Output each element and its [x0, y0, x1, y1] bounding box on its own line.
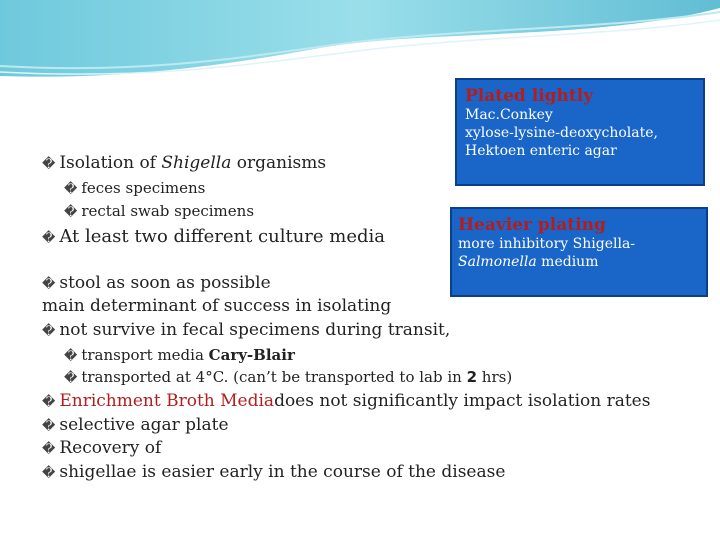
- not-survive-text: not survive in fecal specimens during transit,: [59, 320, 451, 340]
- plated-lightly-line: Mac.Conkey: [465, 107, 553, 123]
- isolation-suffix: organisms: [231, 153, 327, 173]
- cary-blair-text: Cary-Blair: [208, 346, 295, 364]
- bullet-glyph: �: [42, 395, 56, 410]
- selective-agar-text: selective agar plate: [59, 415, 229, 435]
- transported-suffix: hrs): [477, 368, 513, 386]
- bullet-glyph: �: [42, 231, 56, 246]
- header-wave-banner: [0, 0, 720, 90]
- shigella-text: Shigella: [161, 153, 232, 173]
- bullet-glyph: �: [42, 466, 56, 481]
- shigellae-text: shigellae is easier early in the course of the disease: [59, 462, 506, 482]
- bullet-glyph: �: [64, 371, 78, 386]
- stool-text: stool as soon as possible: [59, 273, 271, 293]
- medium-text: medium: [536, 254, 599, 270]
- plated-lightly-line: xylose-lysine-deoxycholate,: [465, 125, 658, 141]
- transported-prefix: transported at 4°C. (can’t be transported to lab in: [81, 368, 467, 386]
- salmonella-text: Salmonella: [458, 254, 537, 270]
- bullet-not-survive: [42, 320, 450, 340]
- bullet-recovery: [42, 438, 161, 458]
- sub-rectal-swab: [64, 202, 254, 220]
- enrichment-broth-text: Enrichment Broth Media: [59, 391, 275, 411]
- recovery-text: Recovery of: [59, 438, 162, 458]
- heavier-plating-title: Heavier plating: [458, 215, 606, 235]
- sub-feces: [64, 179, 205, 197]
- sub-transported: [64, 368, 512, 386]
- bullet-glyph: �: [64, 205, 78, 220]
- transport-media-prefix: transport media: [81, 346, 209, 364]
- hours-number: 2: [466, 368, 478, 386]
- isolation-prefix: Isolation of: [59, 153, 162, 173]
- heavier-plating-line1: [458, 235, 700, 253]
- bullet-glyph: �: [42, 157, 56, 172]
- culture-media-text: At least two different culture media: [59, 226, 386, 247]
- plated-lightly-box: [455, 78, 705, 186]
- bullet-glyph: �: [42, 442, 56, 457]
- plated-lightly-title: Plated lightly: [465, 86, 594, 106]
- feces-text: feces specimens: [81, 179, 206, 197]
- bullet-selective-agar: [42, 415, 229, 435]
- plated-lightly-line: Hektoen enteric agar: [465, 143, 617, 159]
- heavier-plating-line1-text: more inhibitory Shigella-: [458, 236, 636, 252]
- bullet-culture-media: [42, 226, 385, 247]
- heavier-plating-box: [450, 207, 708, 297]
- bullet-glyph: �: [64, 349, 78, 364]
- main-determinant-line: [42, 296, 391, 316]
- bullet-enrichment: [42, 391, 650, 411]
- bullet-shigellae: [42, 462, 505, 482]
- bullet-glyph: �: [42, 277, 56, 292]
- bullet-isolation: [42, 153, 326, 173]
- rectal-swab-text: rectal swab specimens: [81, 202, 255, 220]
- bullet-stool: [42, 273, 271, 293]
- heavier-plating-line2: [458, 253, 700, 271]
- sub-transport-media: [64, 346, 295, 364]
- bullet-glyph: �: [64, 182, 78, 197]
- bullet-glyph: �: [42, 419, 56, 434]
- bullet-glyph: �: [42, 324, 56, 339]
- enrichment-rest-text: does not significantly impact isolation rates: [274, 391, 651, 411]
- main-determinant-text: main determinant of success in isolating: [42, 296, 392, 316]
